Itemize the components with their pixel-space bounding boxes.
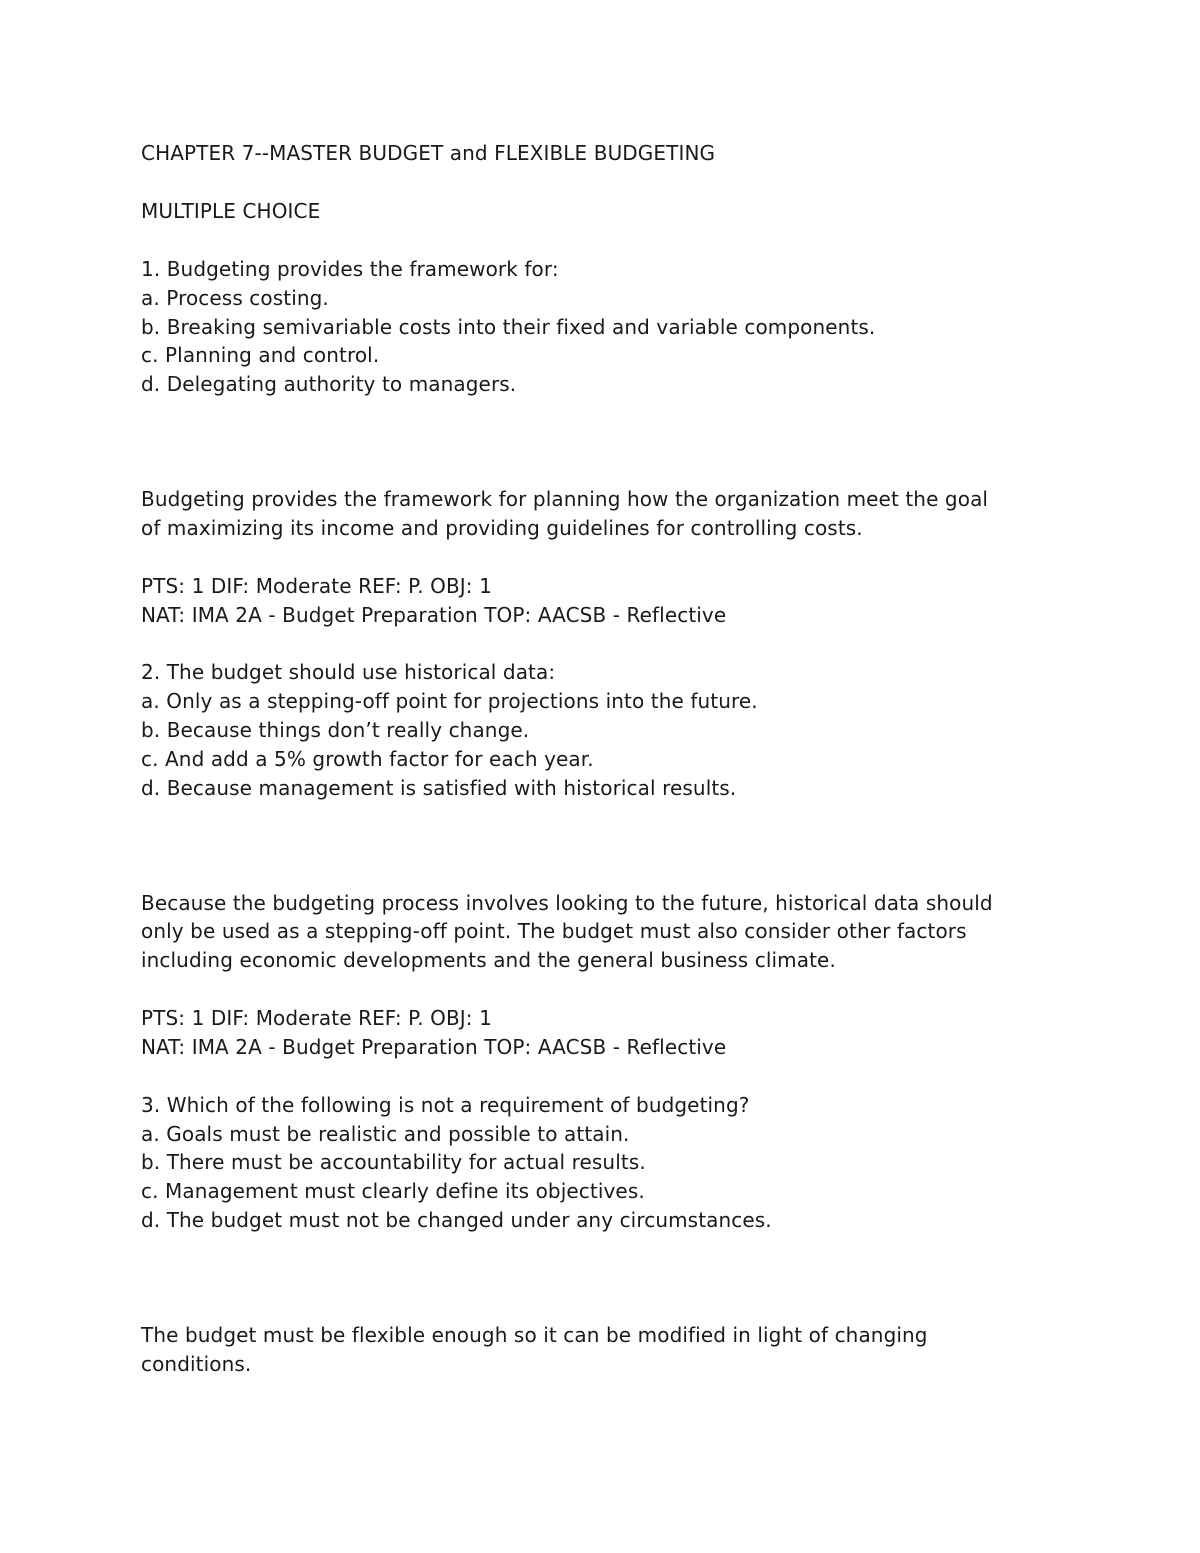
question-2-stem: 2. The budget should use historical data: xyxy=(141,660,556,684)
question-1-option-c: c. Planning and control. xyxy=(141,343,380,367)
section-heading: MULTIPLE CHOICE xyxy=(141,199,321,223)
question-1-meta-line-1: PTS: 1 DIF: Moderate REF: P. OBJ: 1 xyxy=(141,574,492,598)
question-1-option-b: b. Breaking semivariable costs into their fixed and variable components. xyxy=(141,315,876,339)
question-3-option-d: d. The budget must not be changed under any circumstances. xyxy=(141,1208,772,1232)
question-1-meta-line-2: NAT: IMA 2A - Budget Preparation TOP: AACSB - Reflective xyxy=(141,603,727,627)
question-1-stem: 1. Budgeting provides the framework for: xyxy=(141,257,559,281)
question-2-explanation-line-1: Because the budgeting process involves looking to the future, historical data should xyxy=(141,891,993,915)
question-3-option-c: c. Management must clearly define its objectives. xyxy=(141,1179,645,1203)
question-2-option-a: a. Only as a stepping-off point for projections into the future. xyxy=(141,689,758,713)
question-2-meta-line-1: PTS: 1 DIF: Moderate REF: P. OBJ: 1 xyxy=(141,1006,492,1030)
question-3-explanation-line-1: The budget must be flexible enough so it can be modified in light of changing xyxy=(141,1323,928,1347)
question-2-explanation-line-3: including economic developments and the general business climate. xyxy=(141,948,836,972)
question-2-option-c: c. And add a 5% growth factor for each year. xyxy=(141,747,594,771)
question-3-explanation-line-2: conditions. xyxy=(141,1352,252,1376)
chapter-title: CHAPTER 7--MASTER BUDGET and FLEXIBLE BUDGETING xyxy=(141,141,716,165)
question-3-option-b: b. There must be accountability for actual results. xyxy=(141,1150,646,1174)
question-2-explanation-line-2: only be used as a stepping-off point. The budget must also consider other factors xyxy=(141,919,967,943)
question-1-explanation-line-2: of maximizing its income and providing guidelines for controlling costs. xyxy=(141,516,863,540)
question-1-explanation-line-1: Budgeting provides the framework for planning how the organization meet the goal xyxy=(141,487,989,511)
question-2-meta-line-2: NAT: IMA 2A - Budget Preparation TOP: AACSB - Reflective xyxy=(141,1035,727,1059)
question-1-option-d: d. Delegating authority to managers. xyxy=(141,372,517,396)
question-1-option-a: a. Process costing. xyxy=(141,286,329,310)
question-3-stem: 3. Which of the following is not a requirement of budgeting? xyxy=(141,1093,750,1117)
question-2-option-d: d. Because management is satisfied with historical results. xyxy=(141,776,737,800)
question-2-option-b: b. Because things don’t really change. xyxy=(141,718,530,742)
question-3-option-a: a. Goals must be realistic and possible to attain. xyxy=(141,1122,630,1146)
